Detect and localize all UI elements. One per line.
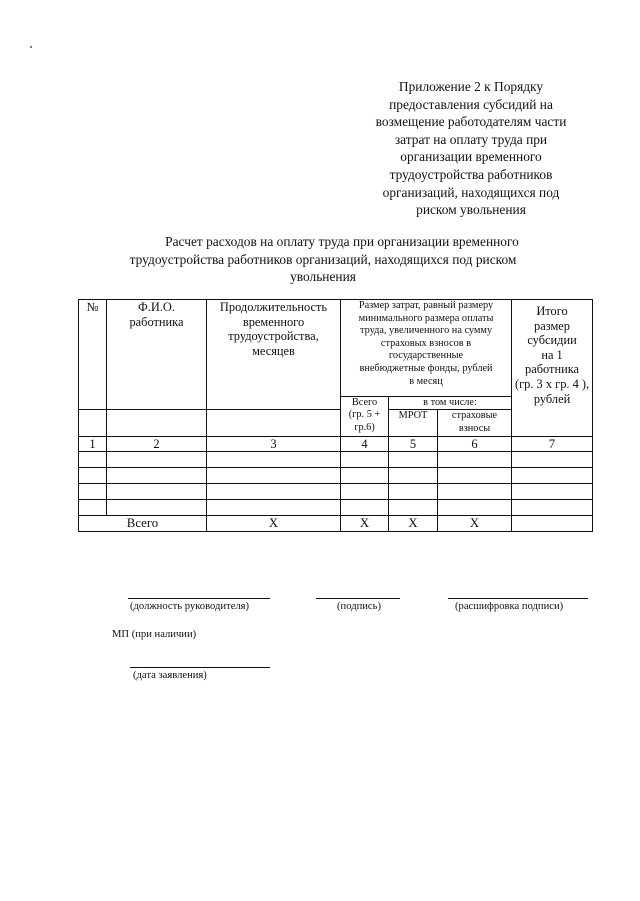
empty-cell[interactable]: [341, 468, 389, 484]
scan-speck: [30, 46, 32, 48]
header-spacer: [107, 410, 207, 437]
column-number: 5: [389, 437, 438, 452]
header-number: №: [79, 300, 107, 410]
empty-cell[interactable]: [389, 452, 438, 468]
empty-cell[interactable]: [107, 500, 207, 516]
column-number: 4: [341, 437, 389, 452]
title-line: трудоустройства работников организаций, находящихся под риском: [129, 251, 517, 267]
header-fio: Ф.И.О. работника: [107, 300, 207, 410]
total-row: [79, 516, 593, 532]
signature-caption: (подпись): [337, 601, 381, 612]
empty-cell[interactable]: [438, 484, 512, 500]
header-total-subsidy: Итого размер субсидии на 1 работника (гр. 3 х гр. 4 ), рублей: [512, 300, 593, 437]
appendix-note: [355, 78, 587, 219]
empty-cell[interactable]: [207, 452, 341, 468]
empty-cell[interactable]: [79, 484, 107, 500]
table-row: [79, 452, 593, 468]
header-total-sum: Всего (гр. 5 + гр.6): [341, 397, 389, 437]
total-cell-col3: X: [207, 516, 341, 532]
appendix-line: трудоустройства работников: [389, 166, 553, 182]
date-line[interactable]: [130, 667, 270, 668]
appendix-line: риском увольнения: [416, 202, 526, 218]
empty-cell[interactable]: [79, 452, 107, 468]
empty-cell[interactable]: [389, 500, 438, 516]
table-row: [79, 484, 593, 500]
date-caption: (дата заявления): [133, 670, 207, 681]
header-insurance: страховые взносы: [438, 410, 512, 437]
empty-cell[interactable]: [341, 500, 389, 516]
empty-cell[interactable]: [107, 468, 207, 484]
total-cell-col6: X: [438, 516, 512, 532]
table-row: [79, 500, 593, 516]
total-cell-col4: X: [341, 516, 389, 532]
decryption-line[interactable]: [448, 598, 588, 599]
position-line[interactable]: [128, 598, 270, 599]
document-title: [0, 233, 640, 286]
empty-cell[interactable]: [207, 468, 341, 484]
empty-cell[interactable]: [79, 500, 107, 516]
stamp-note: МП (при наличии): [112, 629, 197, 640]
empty-cell[interactable]: [512, 452, 593, 468]
header-duration: Продолжительность временного трудоустройства, месяцев: [207, 300, 341, 410]
total-cell-col5: X: [389, 516, 438, 532]
empty-cell[interactable]: [512, 500, 593, 516]
appendix-line: организаций, находящихся под: [382, 184, 560, 200]
total-label: Всего: [79, 516, 207, 532]
header-including: в том числе:: [389, 397, 512, 410]
appendix-line: предоставления субсидий на: [389, 96, 553, 112]
empty-cell[interactable]: [438, 468, 512, 484]
appendix-line: организации временного: [400, 149, 542, 165]
total-cell-col7[interactable]: [512, 516, 593, 532]
empty-cell[interactable]: [512, 468, 593, 484]
column-number: 7: [512, 437, 593, 452]
empty-cell[interactable]: [389, 484, 438, 500]
header-costs: Размер затрат, равный размеру минимального размера оплаты труда, увеличенного на сумму страховых взносов в государственные внебюджетные фонды, рублей в месяц: [341, 300, 512, 397]
column-number: 1: [79, 437, 107, 452]
expense-table: [78, 299, 593, 532]
header-spacer: [207, 410, 341, 437]
empty-cell[interactable]: [79, 468, 107, 484]
empty-cell[interactable]: [107, 484, 207, 500]
empty-cell[interactable]: [207, 500, 341, 516]
column-number: 3: [207, 437, 341, 452]
decryption-caption: (расшифровка подписи): [455, 601, 564, 612]
empty-cell[interactable]: [341, 484, 389, 500]
empty-cell[interactable]: [438, 452, 512, 468]
empty-cell[interactable]: [438, 500, 512, 516]
signature-line[interactable]: [316, 598, 400, 599]
appendix-line: Приложение 2 к Порядку: [398, 79, 544, 94]
table-row: [79, 468, 593, 484]
position-caption: (должность руководителя): [130, 601, 250, 612]
empty-cell[interactable]: [107, 452, 207, 468]
header-spacer: [79, 410, 107, 437]
appendix-line: возмещение работодателям части: [375, 114, 567, 130]
column-number: 6: [438, 437, 512, 452]
empty-cell[interactable]: [512, 484, 593, 500]
column-numbers-row: [79, 437, 593, 452]
empty-cell[interactable]: [389, 468, 438, 484]
column-number: 2: [107, 437, 207, 452]
header-mrot: МРОТ: [389, 410, 438, 437]
empty-cell[interactable]: [341, 452, 389, 468]
empty-cell[interactable]: [207, 484, 341, 500]
title-line: увольнения: [290, 269, 356, 284]
title-line: Расчет расходов на оплату труда при организации временного: [165, 234, 519, 249]
appendix-line: затрат на оплату труда при: [394, 131, 548, 147]
